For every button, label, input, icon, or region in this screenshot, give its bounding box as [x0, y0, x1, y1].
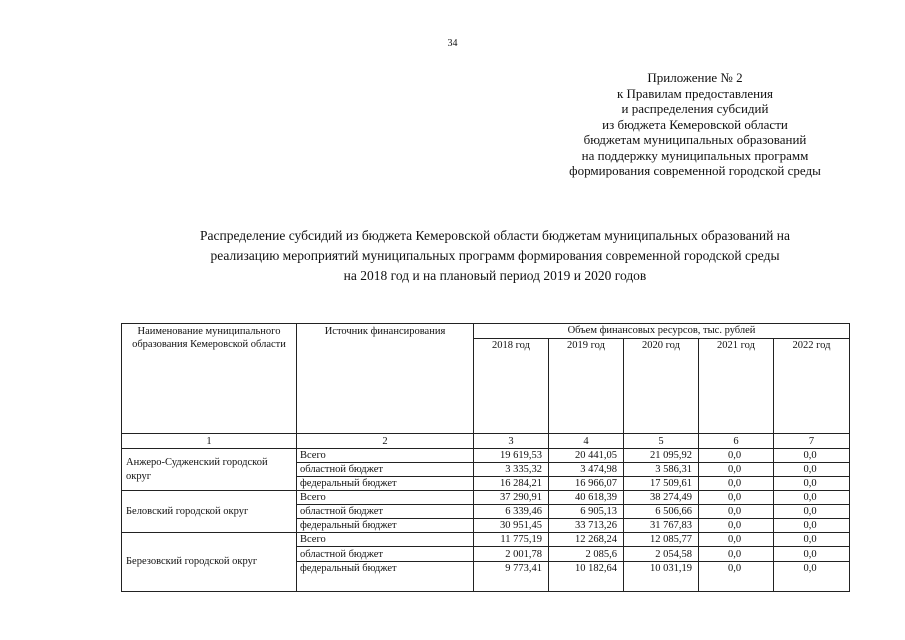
value-cell: 2 054,58 — [624, 547, 699, 561]
municipality-name: Березовский городской округ — [122, 533, 297, 592]
source-cell: Всего — [297, 533, 474, 547]
value-cell: 16 284,21 — [474, 477, 549, 491]
value-cell: 0,0 — [774, 561, 850, 591]
municipality-name: Анжеро-Судженский городской округ — [122, 449, 297, 491]
header-municipality: Наименование муниципального образования Кемеровской области — [122, 324, 297, 434]
value-cell: 20 441,05 — [549, 449, 624, 463]
value-cell: 0,0 — [774, 477, 850, 491]
value-cell: 19 619,53 — [474, 449, 549, 463]
table-row — [122, 449, 850, 463]
appendix-line: к Правилам предоставления — [616, 85, 774, 101]
header-year: 2022 год — [774, 339, 850, 434]
value-cell: 0,0 — [774, 533, 850, 547]
value-cell: 0,0 — [774, 505, 850, 519]
value-cell: 10 182,64 — [549, 561, 624, 591]
value-cell: 11 775,19 — [474, 533, 549, 547]
value-cell: 2 001,78 — [474, 547, 549, 561]
header-source: Источник финансирования — [297, 324, 474, 434]
index-cell: 5 — [624, 434, 699, 449]
value-cell: 12 268,24 — [549, 533, 624, 547]
title-line: реализацию мероприятий муниципальных программ формирования современной городской среды — [210, 248, 780, 263]
value-cell: 6 506,66 — [624, 505, 699, 519]
value-cell: 10 031,19 — [624, 561, 699, 591]
index-cell: 2 — [297, 434, 474, 449]
value-cell: 30 951,45 — [474, 519, 549, 533]
value-cell: 0,0 — [774, 519, 850, 533]
source-cell: федеральный бюджет — [297, 519, 474, 533]
value-cell: 16 966,07 — [549, 477, 624, 491]
index-cell: 4 — [549, 434, 624, 449]
value-cell: 33 713,26 — [549, 519, 624, 533]
appendix-block — [540, 70, 850, 179]
value-cell: 0,0 — [699, 491, 774, 505]
value-cell: 0,0 — [699, 463, 774, 477]
source-cell: федеральный бюджет — [297, 561, 474, 591]
appendix-line: из бюджета Кемеровской области — [602, 116, 788, 132]
source-cell: Всего — [297, 491, 474, 505]
index-cell: 6 — [699, 434, 774, 449]
source-cell: Всего — [297, 449, 474, 463]
value-cell: 0,0 — [699, 519, 774, 533]
index-cell: 7 — [774, 434, 850, 449]
source-cell: федеральный бюджет — [297, 477, 474, 491]
table-row — [122, 491, 850, 505]
title-line: Распределение субсидий из бюджета Кемеровской области бюджетам муниципальных образований на — [200, 228, 790, 243]
value-cell: 0,0 — [699, 561, 774, 591]
document-title — [150, 226, 840, 286]
title-line: на 2018 год и на плановый период 2019 и 2020 годов — [343, 268, 647, 283]
value-cell: 37 290,91 — [474, 491, 549, 505]
page-number: 34 — [447, 38, 458, 49]
value-cell: 12 085,77 — [624, 533, 699, 547]
index-cell: 1 — [122, 434, 297, 449]
value-cell: 3 474,98 — [549, 463, 624, 477]
value-cell: 3 335,32 — [474, 463, 549, 477]
index-row — [122, 434, 850, 449]
value-cell: 40 618,39 — [549, 491, 624, 505]
value-cell: 0,0 — [699, 449, 774, 463]
municipality-name: Беловский городской округ — [122, 491, 297, 533]
header-year: 2021 год — [699, 339, 774, 434]
value-cell: 0,0 — [774, 449, 850, 463]
value-cell: 9 773,41 — [474, 561, 549, 591]
appendix-line: Приложение № 2 — [647, 70, 743, 85]
value-cell: 6 905,13 — [549, 505, 624, 519]
appendix-line: на поддержку муниципальных программ — [581, 147, 809, 163]
value-cell: 17 509,61 — [624, 477, 699, 491]
header-year: 2020 год — [624, 339, 699, 434]
subsidy-table — [121, 323, 850, 592]
header-year: 2019 год — [549, 339, 624, 434]
index-cell: 3 — [474, 434, 549, 449]
source-cell: областной бюджет — [297, 547, 474, 561]
appendix-line: и распределения субсидий — [621, 101, 769, 116]
appendix-line: формирования современной городской среды — [569, 163, 821, 178]
value-cell: 0,0 — [774, 491, 850, 505]
value-cell: 2 085,6 — [549, 547, 624, 561]
value-cell: 31 767,83 — [624, 519, 699, 533]
value-cell: 0,0 — [699, 505, 774, 519]
value-cell: 0,0 — [699, 547, 774, 561]
value-cell: 38 274,49 — [624, 491, 699, 505]
value-cell: 0,0 — [699, 477, 774, 491]
header-year: 2018 год — [474, 339, 549, 434]
value-cell: 6 339,46 — [474, 505, 549, 519]
value-cell: 21 095,92 — [624, 449, 699, 463]
value-cell: 0,0 — [774, 463, 850, 477]
source-cell: областной бюджет — [297, 505, 474, 519]
header-volume: Объем финансовых ресурсов, тыс. рублей — [474, 324, 850, 339]
source-cell: областной бюджет — [297, 463, 474, 477]
value-cell: 3 586,31 — [624, 463, 699, 477]
appendix-line: бюджетам муниципальных образований — [583, 132, 807, 147]
value-cell: 0,0 — [774, 547, 850, 561]
table-row — [122, 533, 850, 547]
value-cell: 0,0 — [699, 533, 774, 547]
